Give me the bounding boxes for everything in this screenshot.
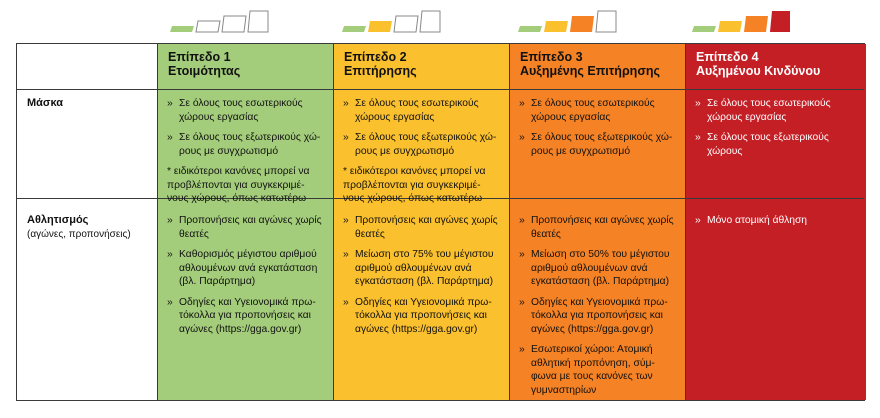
row-label: Μάσκα [27,97,63,109]
list-item: » Οδηγίες και Υγειονομικά πρω-τόκολλα για προπονήσεις και αγώνες (https://gga.gov.gr) [167,296,325,337]
list-item: » Σε όλους τους εσωτερικούς χώρους εργασίας [167,97,325,124]
header-subtitle: Ετοιμότητας [168,64,241,78]
header-subtitle: Αυξημένου Κινδύνου [696,64,821,78]
header-title: Επίπεδο 4 [696,50,759,64]
cell-sports-level-2 [333,214,509,343]
header-title: Επίπεδο 2 [344,50,407,64]
header-subtitle: Αυξημένης Επιτήρησης [520,64,661,78]
row-label-sports [17,214,157,241]
list-item: » Μόνο ατομική άθληση [695,214,858,228]
list-item: » Σε όλους τους εσωτερικούς χώρους εργασίας [343,97,501,124]
row-label-mask [17,97,157,111]
header-level-2 [333,44,509,89]
cell-mask-level-4 [685,97,866,165]
list-item: » Σε όλους τους εξωτερικούς χώ-ρους με συγχρωτισμό [167,131,325,158]
cell-sports-level-3 [509,214,685,404]
list-item: » Οδηγίες και Υγειονομικά πρω-τόκολλα για προπονήσεις και αγώνες (https://gga.gov.gr) [519,296,677,337]
note-text: * ειδικότεροι κανόνες μπορεί να προβλέπονται για συγκεκριμέ-νους χώρους, όπως κατωτέρω [343,166,486,204]
level-icons [0,0,880,40]
header-subtitle: Επιτήρησης [344,64,417,78]
list-item: » Σε όλους τους εσωτερικούς χώρους εργασίας [695,97,858,124]
row-label: Αθλητισμός [27,214,89,226]
list-item: » Σε όλους τους εξωτερικούς χώ-ρους με συγχρωτισμό [343,131,501,158]
list-item: » Σε όλους τους εξωτερικούς χώ-ρους με συγχρωτισμό [519,131,677,158]
list-item: » Προπονήσεις και αγώνες χωρίς θεατές [167,214,325,241]
cell-mask-level-2 [333,97,509,206]
note-text: * ειδικότεροι κανόνες μπορεί να προβλέπονται για συγκεκριμέ-νους χώρους, όπως κατωτέρω [167,166,310,204]
list-item: » Εσωτερικοί χώροι: Ατομική αθλητική προπόνηση, σύμ-φωνα με τους κανόνες των γυμναστηρίων [519,343,677,397]
list-item: » Μείωση στο 50% του μέγιστου αριθμού αθλουμένων ανά εγκατάσταση (βλ. Παράρτημα) [519,248,677,289]
level-3-bars-icon [518,10,618,34]
list-item: » Μείωση στο 75% του μέγιστου αριθμού αθλουμένων ανά εγκατάσταση (βλ. Παράρτημα) [343,248,501,289]
level-4-bars-icon [692,10,792,34]
level-1-bars-icon [170,10,270,34]
cell-sports-level-4 [685,214,866,235]
list-item: » Σε όλους τους εσωτερικούς χώρους εργασίας [519,97,677,124]
header-level-1 [157,44,333,89]
cell-sports-level-1 [157,214,333,343]
list-item: » Καθορισμός μέγιστου αριθμού αθλουμένων ανά εγκατάσταση (βλ. Παράρτημα) [167,248,325,289]
header-level-4 [685,44,866,89]
list-item: » Προπονήσεις και αγώνες χωρίς θεατές [343,214,501,241]
header-level-3 [509,44,685,89]
list-item: » Σε όλους τους εξωτερικούς χώρους [695,131,858,158]
header-title: Επίπεδο 3 [520,50,583,64]
header-title: Επίπεδο 1 [168,50,231,64]
level-2-bars-icon [342,10,442,34]
cell-mask-level-3 [509,97,685,165]
list-item: » Οδηγίες και Υγειονομικά πρω-τόκολλα για προπονήσεις και αγώνες (https://gga.gov.gr) [343,296,501,337]
cell-mask-level-1 [157,97,333,206]
measures-table [16,43,865,401]
row-sublabel: (αγώνες, προπονήσεις) [27,228,131,240]
list-item: » Προπονήσεις και αγώνες χωρίς θεατές [519,214,677,241]
